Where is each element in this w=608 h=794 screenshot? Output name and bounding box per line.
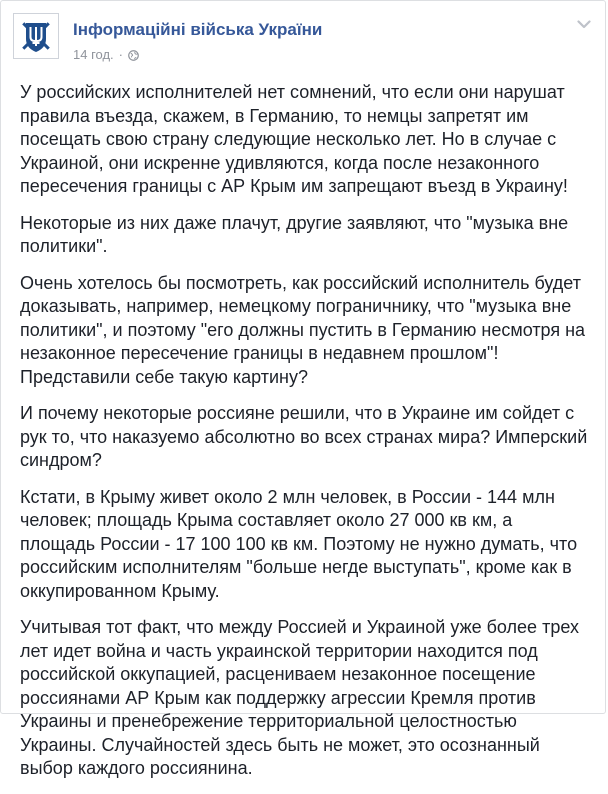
post-paragraph: Кстати, в Крыму живет около 2 млн человек, в России - 144 млн человек; площадь Крыма составляет около 27 000 кв км, а площадь России - 17 100 100 кв км. Поэтому не нужно думать, что российским исполнителям "больше негде выступать", кроме как в оккупированном Крыму. (20, 486, 578, 601)
meta-separator: · (118, 47, 124, 62)
post-meta (73, 47, 139, 62)
post-paragraph: У российских исполнителей нет сомнений, что если они нарушат правила въезда, скажем, в Германию, то немцы запретят им посещать свою страну следующие несколько лет. Но в случае с Украиной, они искренне удивляются, когда после незаконного пересечения границы с АР Крым им запрещают въезд в Украину! (20, 82, 568, 196)
trident-emblem-icon[interactable] (13, 13, 59, 59)
post-paragraph: И почему некоторые россияне решили, что в Украине им сойдет с рук то, что наказуемо абсолютно во всех странах мира? Имперский синдром? (20, 403, 588, 470)
page-name-link[interactable]: Інформаційні війська України (73, 20, 323, 39)
post-body (20, 81, 592, 794)
chevron-down-icon[interactable] (575, 15, 593, 33)
globe-icon[interactable] (128, 49, 139, 60)
post-paragraph: Некоторые из них даже плачут, другие заявляют, что "музыка вне политики". (20, 212, 569, 256)
post-header (13, 13, 593, 61)
post-paragraph: Очень хотелось бы посмотреть, как российский исполнитель будет доказывать, например, немецкому пограничнику, что "музыка вне политики", и поэтому "его должны пустить в Германию несмотря на незаконное пересечение границы в недавнем прошлом"! Представили себе такую картину? (20, 272, 586, 387)
post-timestamp[interactable]: 14 год. (73, 47, 114, 62)
post-paragraph: Учитывая тот факт, что между Россией и Украиной уже более трех лет идет война и часть украинской территории находится под российской оккупацией, расцениваем незаконное посещение россиянами АР Крым как поддержку агрессии Кремля против Украины и пренебрежение территориальной целостностью Украины. Случайностей здесь быть не может, это осознанный выбор каждого россиянина. (20, 617, 579, 778)
